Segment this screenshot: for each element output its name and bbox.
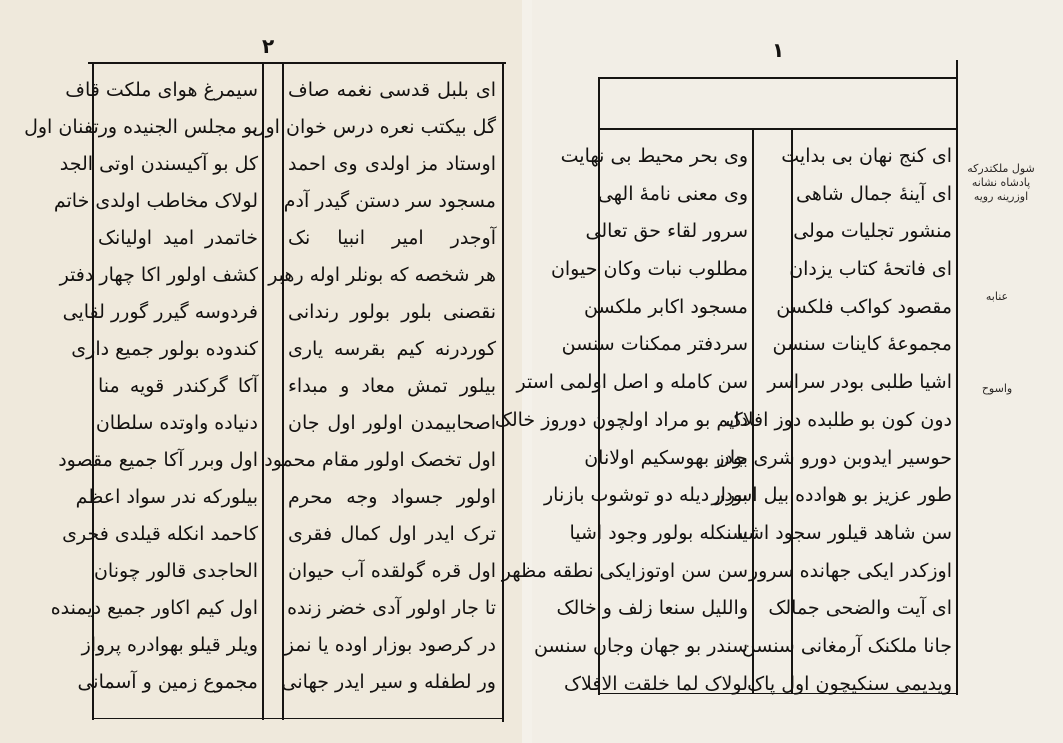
text-line: لولاک مخاطب اولدی خاتم (53, 190, 258, 212)
frame-top-rule (598, 77, 958, 79)
frame-top-rule (88, 62, 506, 64)
text-line: بودر دیله دو توشوب بازنار (544, 484, 748, 507)
text-line: آوجدر امیر انبیا نک (288, 227, 496, 249)
text-line: کندوده بولور جمیع داری (71, 338, 258, 360)
text-line: بیلور تمش معاد و مبداء (288, 375, 496, 397)
text-line: ای کنج نهان بی بدایت (781, 145, 952, 167)
text-line: اصحابیمدن اولور اول جان (288, 412, 496, 434)
text-line: کاحمد انکله قیلدی فخری (62, 523, 258, 545)
text-line: در کرصود بوزار اوده یا نمز (284, 634, 496, 656)
text-line: اول کیم اکاور جمیع دیمنده (50, 597, 258, 619)
text-line: ای بلبل قدسی نغمه صاف (288, 79, 496, 101)
text-line: اولور جسواد وجه محرم (288, 486, 496, 508)
text-line: ای فاتحهٔ کتاب یزدان (789, 258, 952, 281)
text-line: سردفتر ممکنات سنسن (561, 333, 748, 356)
text-line: ویلر قیلو بهوادره پرواز (81, 634, 258, 656)
text-line: نقصنی بلور بولور رندانی (288, 301, 496, 323)
text-line: لولاک لما خلقت الافلاک (564, 672, 748, 695)
text-line: منشور تجلیات مولی (793, 220, 952, 243)
text-column-right (251, 72, 496, 701)
text-line: مجموعهٔ کاینات سنسن (772, 333, 952, 356)
text-line: مجموع زمین و آسمانی (77, 671, 258, 693)
text-line: کوردرنه کیم بقرسه یاری (288, 338, 496, 360)
text-line: فردوسه گیرر گورر لقایی (62, 301, 258, 323)
text-line: تا جار اولور آدی خضر زنده (287, 597, 496, 619)
margin-note: عنابه (985, 290, 1009, 303)
text-line: ور لطفله و سیر ایدر جهانی (281, 671, 496, 693)
text-line: سندر بو جهان وجان سنسن (533, 634, 748, 657)
text-line: کل بو آکیسندن اوتی الجد (59, 153, 258, 175)
text-line: اشیا طلبی بودر سراسر (767, 371, 952, 394)
text-line: مطلوب نبات وکان حیوان (550, 258, 748, 281)
right-page (494, 0, 1063, 743)
text-line: آکا گرکندر قویه منا (98, 375, 258, 397)
margin-note: واسوح (981, 382, 1013, 395)
text-line: الحاجدی قالور چونان (93, 560, 258, 582)
frame-bottom-rule (92, 718, 504, 719)
text-line: بیلورکه ندر سواد اعظم (75, 486, 258, 508)
frame-right-rule (956, 60, 958, 695)
text-line: سرور لقاء حق تعالی (585, 220, 748, 243)
header-box-rule (598, 128, 958, 130)
text-line: دنیاده واوتده سلطان (95, 412, 258, 434)
text-line: اول تخصک اولور مقام محمود (264, 449, 496, 471)
text-line: سن کامله و اصل اولمی استر (516, 371, 748, 394)
text-line: ترک ایدر اول کمال فقری (288, 523, 496, 545)
text-line: دایم بو مراد اولچون دوروز خالک (494, 408, 748, 431)
text-line: واللیل سنعا زلف و خالک (556, 597, 748, 620)
text-column-left (24, 72, 258, 701)
text-line: هر شخصه که بونلر اوله رهبر (268, 264, 496, 286)
text-line: بودر بهوسکیم اولانان (584, 446, 748, 469)
text-line: مقصود کواکب فلکسن (776, 295, 952, 318)
text-line: اوزکدر ایکی جهانده سرور (748, 559, 952, 582)
text-line: طور عزیز بو هوادده بیل اسرار (711, 484, 952, 507)
text-line: اول قره گولقده آب حیوان (288, 560, 496, 582)
text-line: بو مجلس الجنیده ورتفنان اول (24, 116, 258, 138)
text-line: وی معنی نامهٔ الهی (597, 182, 748, 205)
frame-right-rule (502, 62, 504, 722)
text-line: اول وبرر آکا جمیع مقصود (58, 449, 258, 471)
text-line: جانا ملکنک آرمغانی سنسن (741, 634, 952, 657)
text-line: سنکله بولور وجود اشیا (569, 521, 748, 544)
text-line: ویدیمی سنکیچون اول پاک (747, 672, 952, 695)
text-line: مسجود اکابر ملکسن (583, 295, 748, 318)
text-line: مسجود سر دستن گیدر آدم (283, 190, 496, 212)
page-number: ١ (772, 38, 785, 62)
text-column-right (711, 138, 952, 703)
page-number: ٢ (262, 34, 275, 58)
text-line: گل بیکتب نعره درس خوان اول (251, 116, 496, 138)
text-line: سن سن اوتوزایکی نطقه مظهر (501, 559, 748, 582)
column-divider (262, 62, 264, 720)
text-line: ای آینهٔ جمال شاهی (796, 182, 952, 205)
text-column-left (494, 138, 748, 703)
text-line: سیمرغ هوای ملکت قاف (65, 79, 258, 101)
text-line: اوستاد مز اولدی وی احمد (288, 153, 496, 175)
text-line: ای آیت والضحی جمالک (768, 597, 952, 620)
text-line: سن شاهد قیلور سجود اشیا (736, 521, 952, 544)
text-line: وی بحر محیط بی نهایت (560, 145, 748, 167)
margin-note: شول ملکتدرکه پادشاه نشانه اوزرینه رویه (967, 162, 1035, 203)
text-line: دون کون بو طلبده دوز افلاک (725, 408, 952, 431)
text-line: حوسیر ایدوبن دورو شری جان (715, 446, 952, 469)
text-line: خاتمدر امید اولیانک (98, 227, 258, 249)
text-line: کشف اولور اکا چهار دفتر (59, 264, 258, 286)
column-divider (282, 62, 284, 720)
left-page (0, 0, 522, 743)
